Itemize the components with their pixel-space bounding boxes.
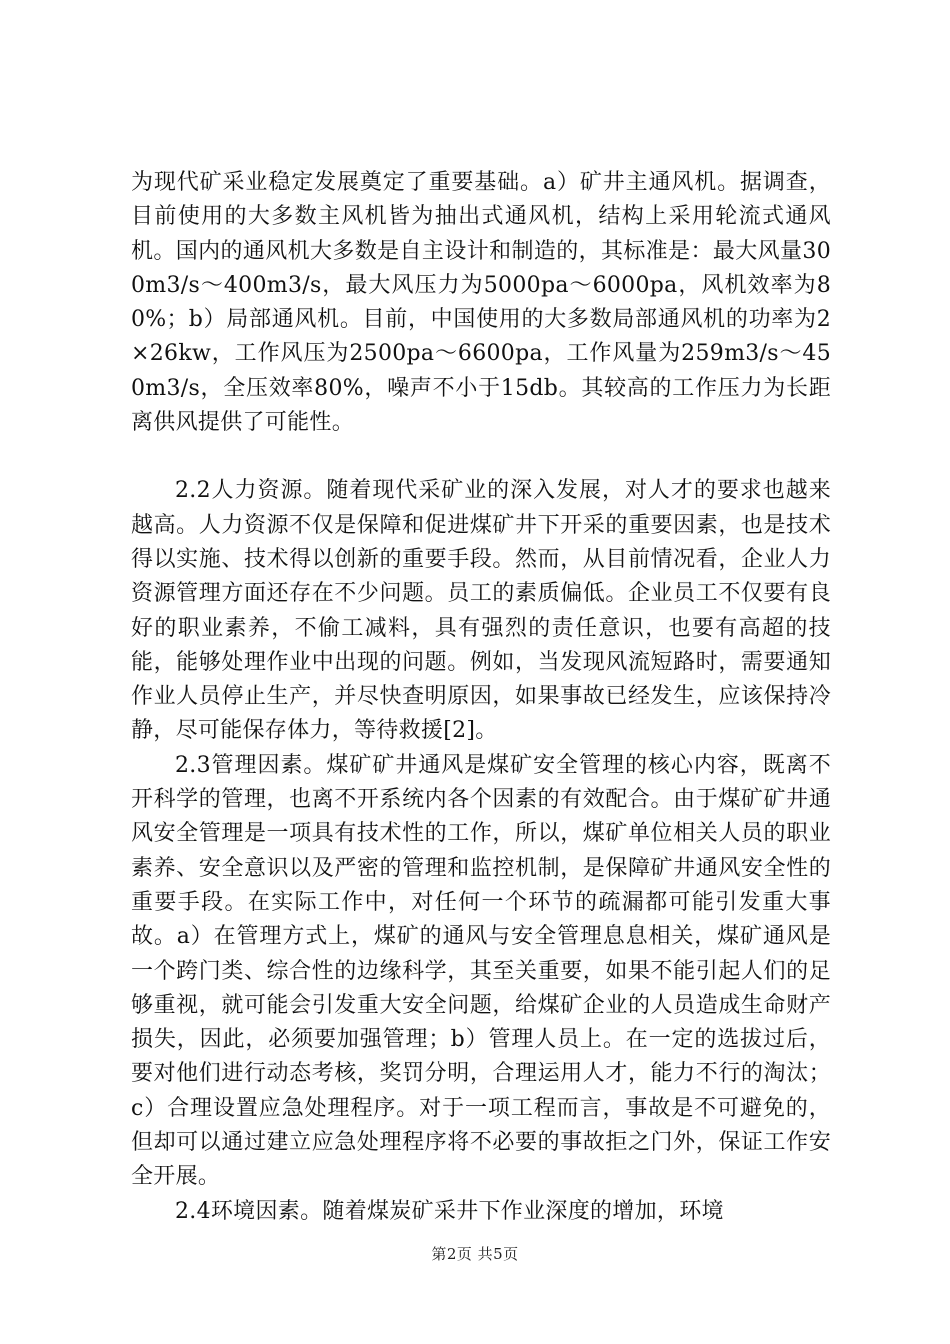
paragraph-fan-equipment: 为现代矿采业稳定发展奠定了重要基础。a）矿井主通风机。据调查，目前使用的大多数主风机皆为抽出式通风机，结构上采用轮流式通风机。国内的通风机大多数是自主设计和制造的，其标准是：最大风量300m3/s～400m3/s，最大风压力为5000pa～6000pa，风机效率为80%；b）局部通风机。目前，中国使用的大多数局部通风机的功率为2×26kw，工作风压为2500pa～6600pa，工作风量为259m3/s～450m3/s，全压效率80%，噪声不小于15db。其较高的工作压力为长距离供风提供了可能性。 xyxy=(131,170,831,436)
paragraph-environment-factors: 2.4环境因素。随着煤炭矿采井下作业深度的增加，环境 xyxy=(175,1198,724,1224)
page-number-footer: 第2页 共5页 xyxy=(431,1245,519,1263)
paragraph-human-resources: 2.2人力资源。随着现代采矿业的深入发展，对人才的要求也越来越高。人力资源不仅是保障和促进煤矿井下开采的重要因素，也是技术得以实施、技术得以创新的重要手段。然而，从目前情况看，企业人力资源管理方面还存在不少问题。员工的素质偏低。企业员工不仅要有良好的职业素养，不偷工减料，具有强烈的责任意识，也要有高超的技能，能够处理作业中出现的问题。例如，当发现风流短路时，需要通知作业人员停止生产，并尽快查明原因，如果事故已经发生，应该保持冷静，尽可能保存体力，等待救援[2]。 xyxy=(131,478,831,744)
paragraph-management-factors: 2.3管理因素。煤矿矿井通风是煤矿安全管理的核心内容，既离不开科学的管理，也离不开系统内各个因素的有效配合。由于煤矿矿井通风安全管理是一项具有技术性的工作，所以，煤矿单位相关人员的职业素养、安全意识以及严密的管理和监控机制，是保障矿井通风安全性的重要手段。在实际工作中，对任何一个环节的疏漏都可能引发重大事故。a）在管理方式上，煤矿的通风与安全管理息息相关，煤矿通风是一个跨门类、综合性的边缘科学，其至关重要，如果不能引起人们的足够重视，就可能会引发重大安全问题，给煤矿企业的人员造成生命财产损失，因此，必须要加强管理；b）管理人员上。在一定的选拔过后，要对他们进行动态考核，奖罚分明，合理运用人才，能力不行的淘汰；c）合理设置应急处理程序。对于一项工程而言，事故是不可避免的，但却可以通过建立应急处理程序将不必要的事故拒之门外，保证工作安全开展。 xyxy=(131,752,831,1190)
document-body xyxy=(131,166,831,1229)
